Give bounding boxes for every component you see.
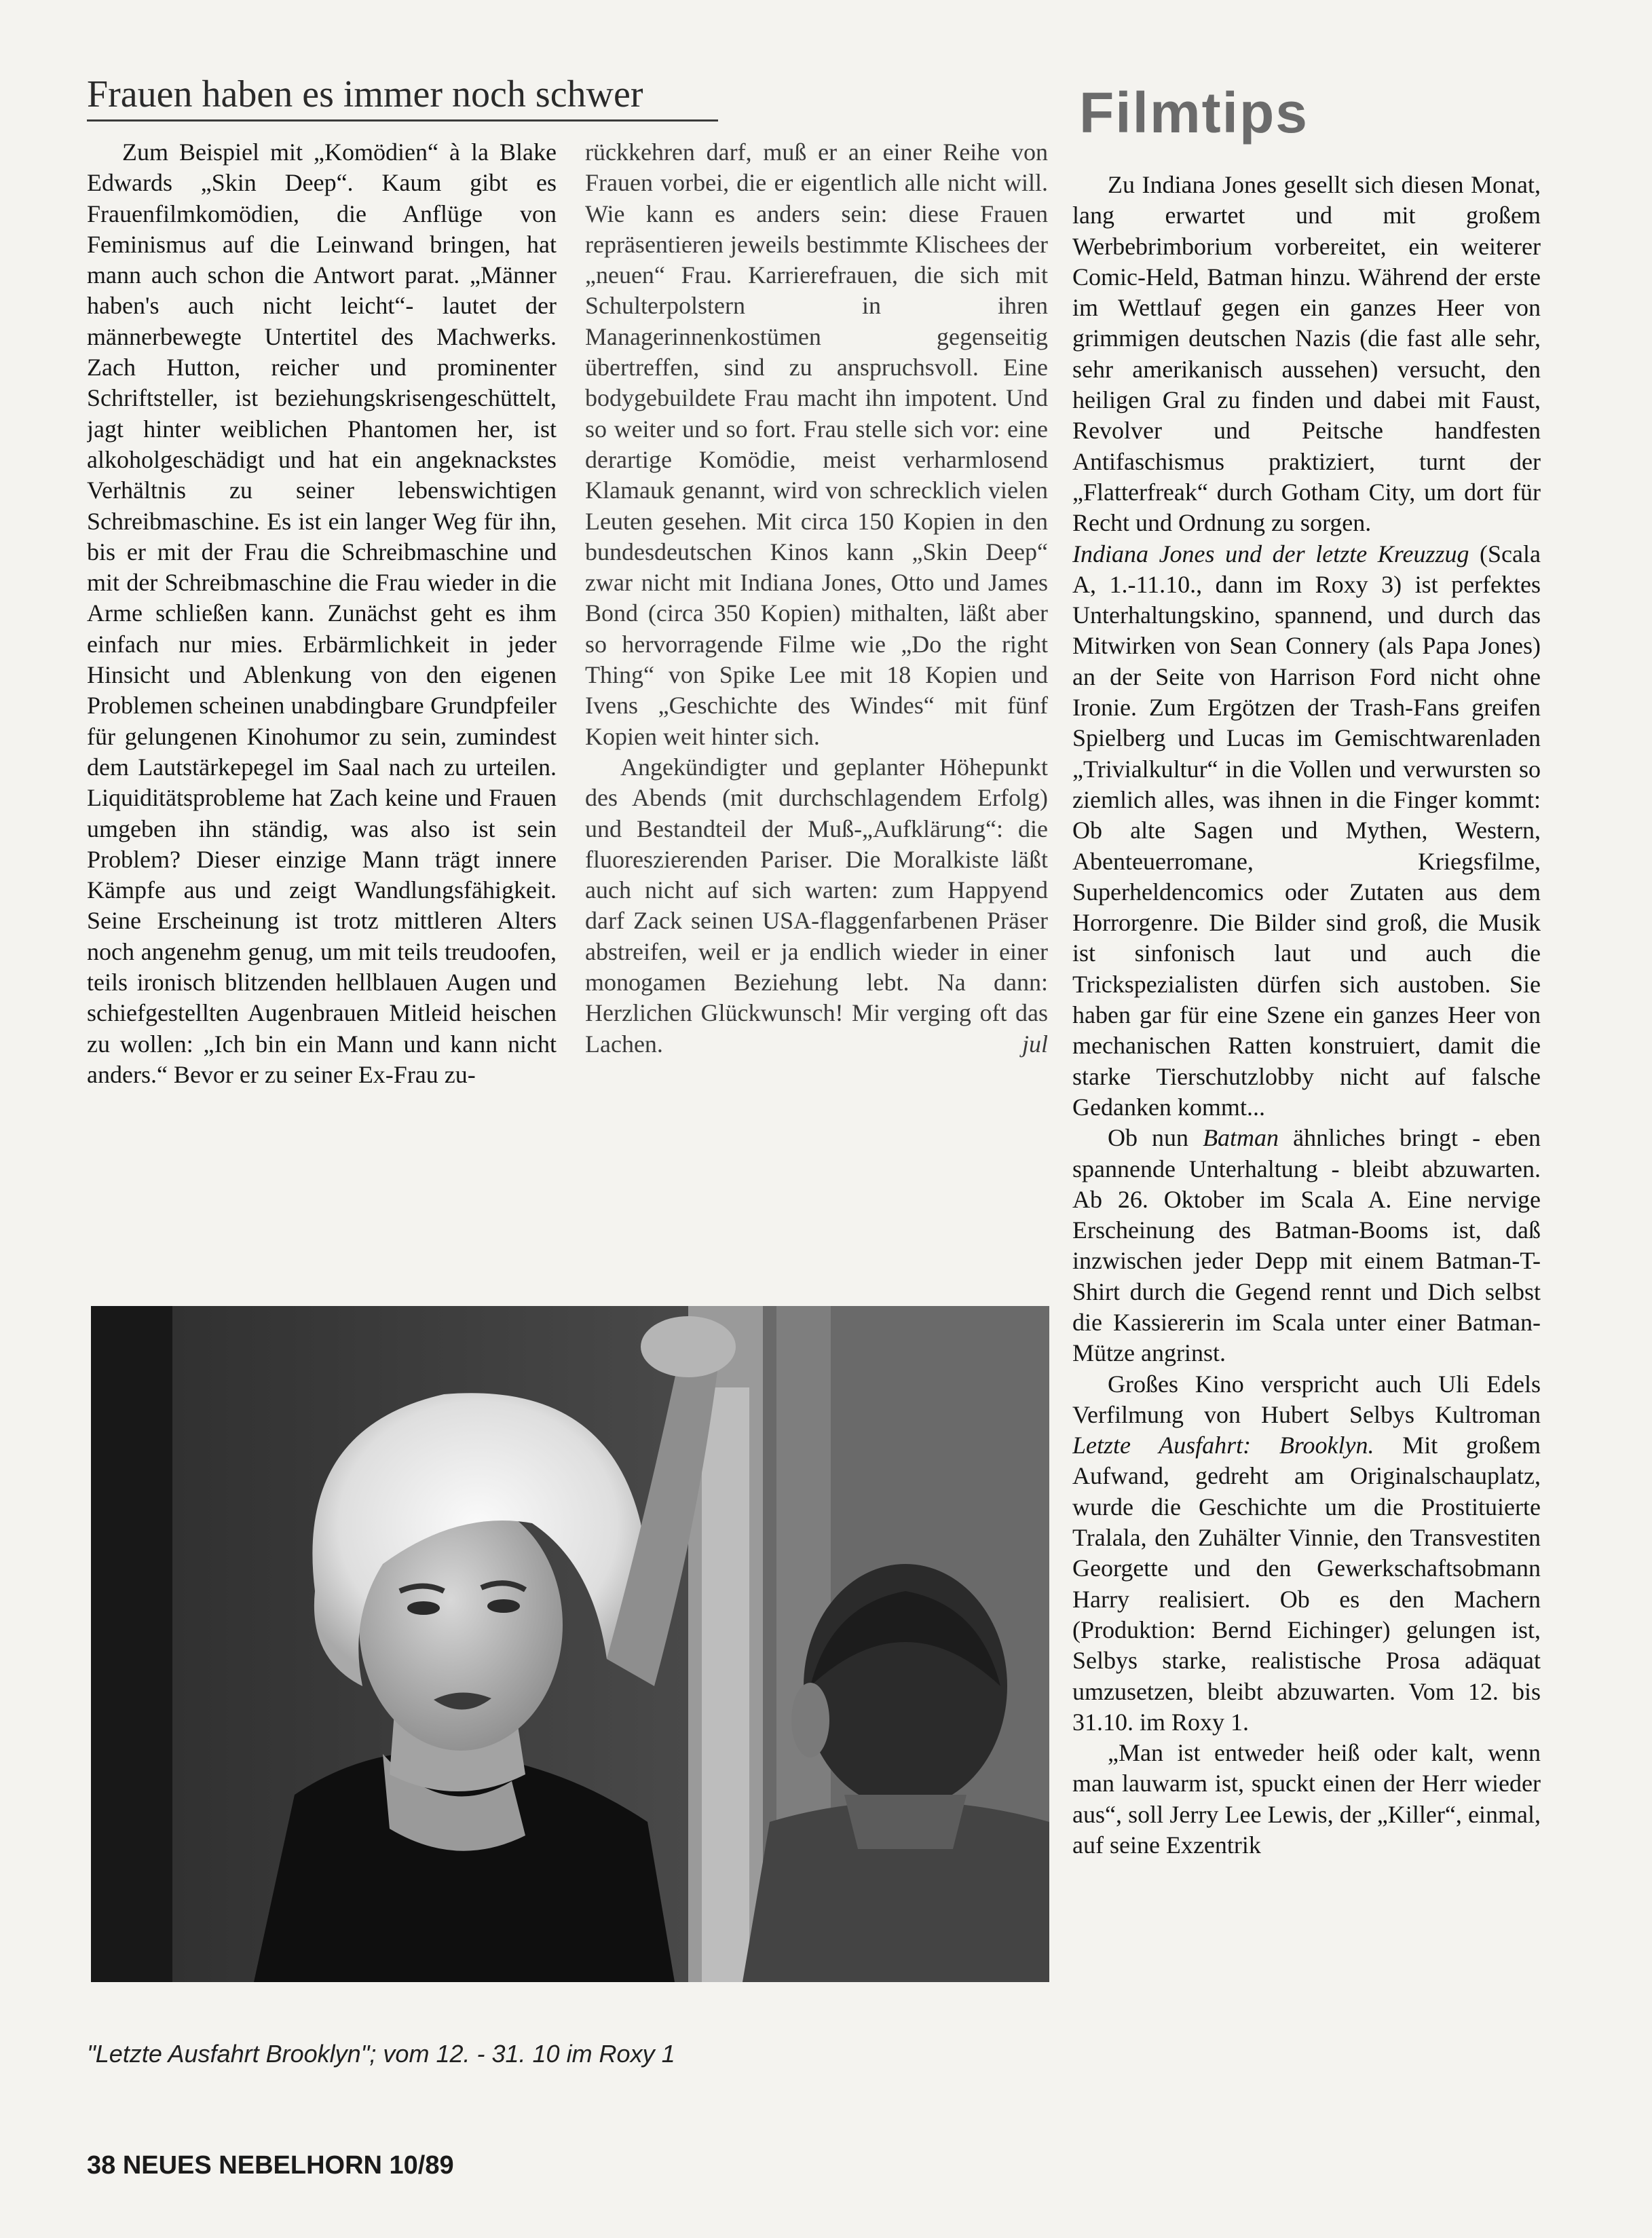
article-paragraph [585, 752, 1048, 1060]
filmtips-paragraph: Zu Indiana Jones gesellt sich diesen Monat, lang erwartet und mit großem Werbebrimborium vorbereitet, ein weiterer Comic-Held, Batman hinzu. Während der erste im Wettlauf gegen ein ganzes Heer von grimmigen deutschen Nazis (die fast alle sehr, sehr amerikanisch aussehen) versucht, den heiligen Gral zu finden und dabei mit Faust, Revolver und Peitsche handfesten Antifaschismus praktiziert, turnt der „Flatterfreak“ durch Gotham City, um dort für Recht und Ordnung zu sorgen. [1072, 171, 1541, 537]
article-title: Frauen haben es immer noch schwer [87, 71, 718, 122]
photo-caption: "Letzte Ausfahrt Brooklyn"; vom 12. - 31. 10 im Roxy 1 [87, 2040, 675, 2068]
filmtips-text: (Scala A, 1.-11.10., dann im Roxy 3) ist perfektes Unterhaltungskino, spannend, und durch das Mitwirken von Sean Connery (als Papa Jones) an der Seite von Harrison Ford nicht ohne Ironie. Zum Ergötzen der Trash-Fans greifen Spielberg und Lucas im Gemischtwarenladen „Trivialkultur“ in die Vollen und verwursten so ziemlich alles, was ihnen in die Finger kommt: Ob alte Sagen und Mythen, Western, Abenteuerromane, Kriegsfilme, Superheldencomics oder Zutaten aus dem Horrorgenre. Die Bilder sind groß, die Musik ist sinfonisch laut und auch die Trickspezialisten dürfen sich austoben. Sie haben gar für eine Szene ein ganzes Heer von mechanischen Ratten konstruiert, damit die starke Tierschutzlobby nicht auf falsche Gedanken kommt... [1072, 540, 1541, 1121]
article-paragraph: rückkehren darf, muß er an einer Reihe von Frauen vorbei, die er eigentlich alle nicht will. Wie kann es anders sein: diese Frauen repräsentieren jeweils bestimmte Klischees der „neuen“ Frau. Karrierefrauen, die sich mit Schulterpolstern in ihren Managerinnenkostümen gegenseitig übertreffen, sind zu anspruchsvoll. Eine bodygebuildete Frau macht ihn impotent. Und so weiter und so fort. Frau stelle sich vor: eine derartige Komödie, meist verharmlosend Klamauk genannt, wird von schrecklich vielen Leuten gesehen. Mit circa 150 Kopien in den bundesdeutschen Kinos kann „Skin Deep“ zwar nicht mit Indiana Jones, Otto und James Bond (circa 350 Kopien) mithalten, läßt aber so hervorragende Filme wie „Do the right Thing“ von Spike Lee mit 18 Kopien und Ivens „Geschichte des Windes“ mit fünf Kopien weit hinter sich. [585, 138, 1048, 750]
filmtips-paragraph [1072, 1369, 1541, 1738]
page-footer: 38 NEUES NEBELHORN 10/89 [87, 2151, 454, 2180]
article-paragraph-text: Angekündigter und geplanter Höhepunkt des Abends (mit durchschlagendem Erfolg) und Bestandteil der Muß-„Aufklärung“: die fluoreszierenden Pariser. Die Moralkiste läßt auch nicht auf sich warten: zum Happyend darf Zack seinen USA-flaggenfarbenen Präser abstreifen, weil er ja endlich wieder in einer monogamen Beziehung lebt. Na dann: Herzlichen Glückwunsch! Mir verging oft das Lachen. [585, 753, 1048, 1058]
filmtips-text: Ob nun [1108, 1124, 1189, 1152]
film-still-photo [91, 1306, 1049, 1982]
filmtips-paragraph [1072, 1123, 1541, 1368]
filmtips-text: Großes Kino verspricht auch Uli Edels Verfilmung von Hubert Selbys Kultroman [1072, 1370, 1541, 1428]
film-title: Batman [1203, 1124, 1279, 1152]
article-column-2 [585, 137, 1048, 1193]
article-paragraph: Zum Beispiel mit „Komödien“ à la Blake Edwards „Skin Deep“. Kaum gibt es Frauenfilmkomödien, die Anflüge von Feminismus auf die Leinwand bringen, hat mann auch schon die Antwort parat. „Männer haben's auch nicht leicht“- lautet der männerbewegte Untertitel des Machwerks. Zach Hutton, reicher und prominenter Schriftsteller, ist beziehungskrisengeschüttelt, jagt hinter weiblichen Phantomen her, ist alkoholgeschädigt und hat ein angeknackstes Verhältnis zu seiner lebenswichtigen Schreibmaschine. Es ist ein langer Weg für ihn, bis er mit der Frau die Schreibmaschine und mit der Schreibmaschine die Frau wieder in die Arme schließen kann. Zunächst geht es ihm einfach nur mies. Erbärmlichkeit in jeder Hinsicht und Ablenkung von den eigenen Problemen scheinen unabdingbare Grundpfeiler für gelungenen Kinohumor zu sein, zumindest dem Lautstärkepegel im Saal nach zu urteilen. Liquiditätsprobleme hat Zach keine und Frauen umgeben ihn ständig, was also ist sein Problem? Dieser einzige Mann trägt innere Kämpfe aus und zeigt Wandlungsfähigkeit. Seine Erscheinung ist trotz mittleren Alters noch angenehm genug, um mit teils treudoofen, teils ironisch blitzenden hellblauen Augen und schiefgestellten Augenbrauen Mitleid heischen zu wollen: „Ich bin ein Mann und kann nicht anders.“ Bevor er zu seiner Ex-Frau zu- [87, 138, 557, 1088]
article-column-1 [87, 137, 557, 1284]
filmtips-paragraph: „Man ist entweder heiß oder kalt, wenn man lauwarm ist, spuckt einen der Herr wieder aus“, soll Jerry Lee Lewis, der „Killer“, einmal, auf seine Exzentrik [1072, 1739, 1541, 1859]
filmtips-text: Mit großem Aufwand, gedreht am Originalschauplatz, wurde die Geschichte um die Prostituierte Tralala, den Zuhälter Vinnie, den Transvestiten Georgette und den Gewerkschaftsobmann Harry realisiert. Ob es den Machern (Produktion: Bernd Eichinger) gelungen ist, Selbys starke, realistische Prosa adäquat umzusetzen, bleibt abzuwarten. Vom 12. bis 31.10. im Roxy 1. [1072, 1432, 1541, 1736]
author-signature: jul [1021, 1030, 1048, 1058]
filmtips-text: ähnliches bringt - eben spannende Unterhaltung - bleibt abzuwarten. Ab 26. Oktober im Scala A. Eine nervige Erscheinung des Batman-Booms ist, daß inzwischen jeder Depp mit einem Batman-T-Shirt durch die Gegend rennt und Dich selbst die Kassiererin im Scala unter einer Batman-Mütze angrinst. [1072, 1124, 1541, 1367]
filmtips-column [1072, 170, 1541, 2070]
photo-illustration [91, 1306, 1049, 1982]
filmtips-paragraph [1072, 539, 1541, 1123]
film-title: Indiana Jones und der letzte Kreuzzug [1072, 540, 1469, 567]
film-title: Letzte Ausfahrt: Brooklyn. [1072, 1432, 1374, 1459]
section-heading: Filmtips [1079, 81, 1309, 145]
